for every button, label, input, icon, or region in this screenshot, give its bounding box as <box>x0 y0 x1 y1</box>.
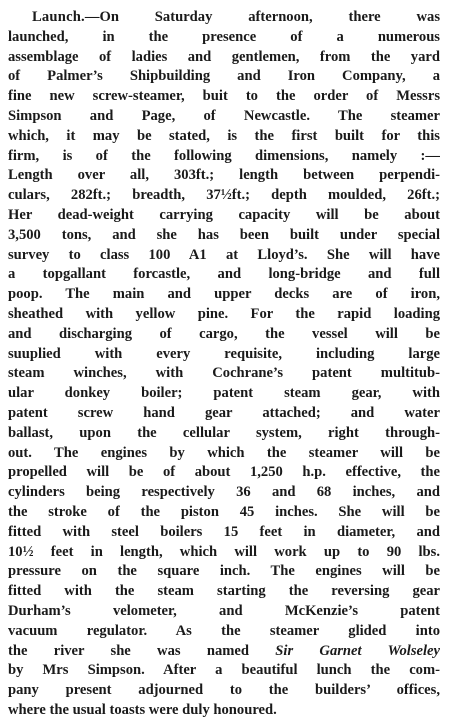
article-line-5: fine new screw-steamer, buit to the order of Messrs <box>8 88 440 105</box>
article-line-2: launched, in the presence of a numerous <box>8 28 440 45</box>
article-line-16: sheathed with yellow pine. For the rapid loading <box>8 305 440 322</box>
article-line-35: pany present adjourned to the builders’ offices, <box>8 682 440 699</box>
article-line-12: 3,500 tons, and she has been built under special <box>8 226 440 243</box>
article-line-28: 10½ feet in length, which will work up to 90 lbs. <box>8 543 440 560</box>
newspaper-article <box>8 8 440 721</box>
article-line-32: vacuum regulator. As the steamer glided into <box>8 622 440 639</box>
article-text: the river she was named <box>8 642 250 659</box>
article-line-24: propelled will be of about 1,250 h.p. effective, the <box>8 464 440 481</box>
article-line-10: culars, 282ft.; breadth, 37½ft.; depth moulded, 26ft.; <box>8 187 440 204</box>
article-line-22: ballast, upon the cellular system, right through- <box>8 424 440 441</box>
article-line-26: the stroke of the piston 45 inches. She will be <box>8 503 440 520</box>
article-line-19: steam winches, with Cochrane’s patent multitub- <box>8 365 440 382</box>
article-line-21: patent screw hand gear attached; and water <box>8 404 440 421</box>
article-line-27: fitted with steel boilers 15 feet in diameter, and <box>8 523 440 540</box>
article-line-36: where the usual toasts were duly honoured. <box>8 701 277 718</box>
article-line-3: assemblage of ladies and gentlemen, from the yard <box>8 48 440 65</box>
article-line-9: Length over all, 303ft.; length between perpendi- <box>8 167 440 184</box>
article-line-33 <box>8 642 440 662</box>
article-text: —On Saturday afternoon, there was <box>84 9 440 25</box>
ship-name: Sir Garnet Wolseley <box>275 642 440 659</box>
article-line-34: by Mrs Simpson. After a beautiful lunch the com- <box>8 662 440 679</box>
article-line-7: which, it may be stated, is the first built for this <box>8 127 440 144</box>
article-line-14: a topgallant forcastle, and long-bridge and full <box>8 266 440 283</box>
article-line-29: pressure on the square inch. The engines will be <box>8 563 440 580</box>
article-line-4: of Palmer’s Shipbuilding and Iron Company, a <box>8 68 440 85</box>
article-line-25: cylinders being respectively 36 and 68 inches, and <box>8 484 440 501</box>
article-line-23: out. The engines by which the steamer will be <box>8 444 440 461</box>
article-line-11: Her dead-weight carrying capacity will be about <box>8 206 440 223</box>
article-line-15: poop. The main and upper decks are of iron, <box>8 286 440 303</box>
article-line-20: ular donkey boiler; patent steam gear, with <box>8 385 440 402</box>
article-headword: Launch. <box>32 9 85 25</box>
article-line-13: survey to class 100 A1 at Lloyd’s. She will have <box>8 246 440 263</box>
article-line-1 <box>8 8 440 28</box>
article-line-8: firm, is of the following dimensions, namely :— <box>8 147 440 164</box>
article-line-6: Simpson and Page, of Newcastle. The steamer <box>8 107 440 124</box>
article-line-31: Durham’s velometer, and McKenzie’s patent <box>8 602 440 619</box>
article-line-30: fitted with the steam starting the reversing gear <box>8 583 440 600</box>
article-line-18: suuplied with every requisite, including large <box>8 345 440 362</box>
article-line-17: and discharging of cargo, the vessel will be <box>8 325 440 342</box>
